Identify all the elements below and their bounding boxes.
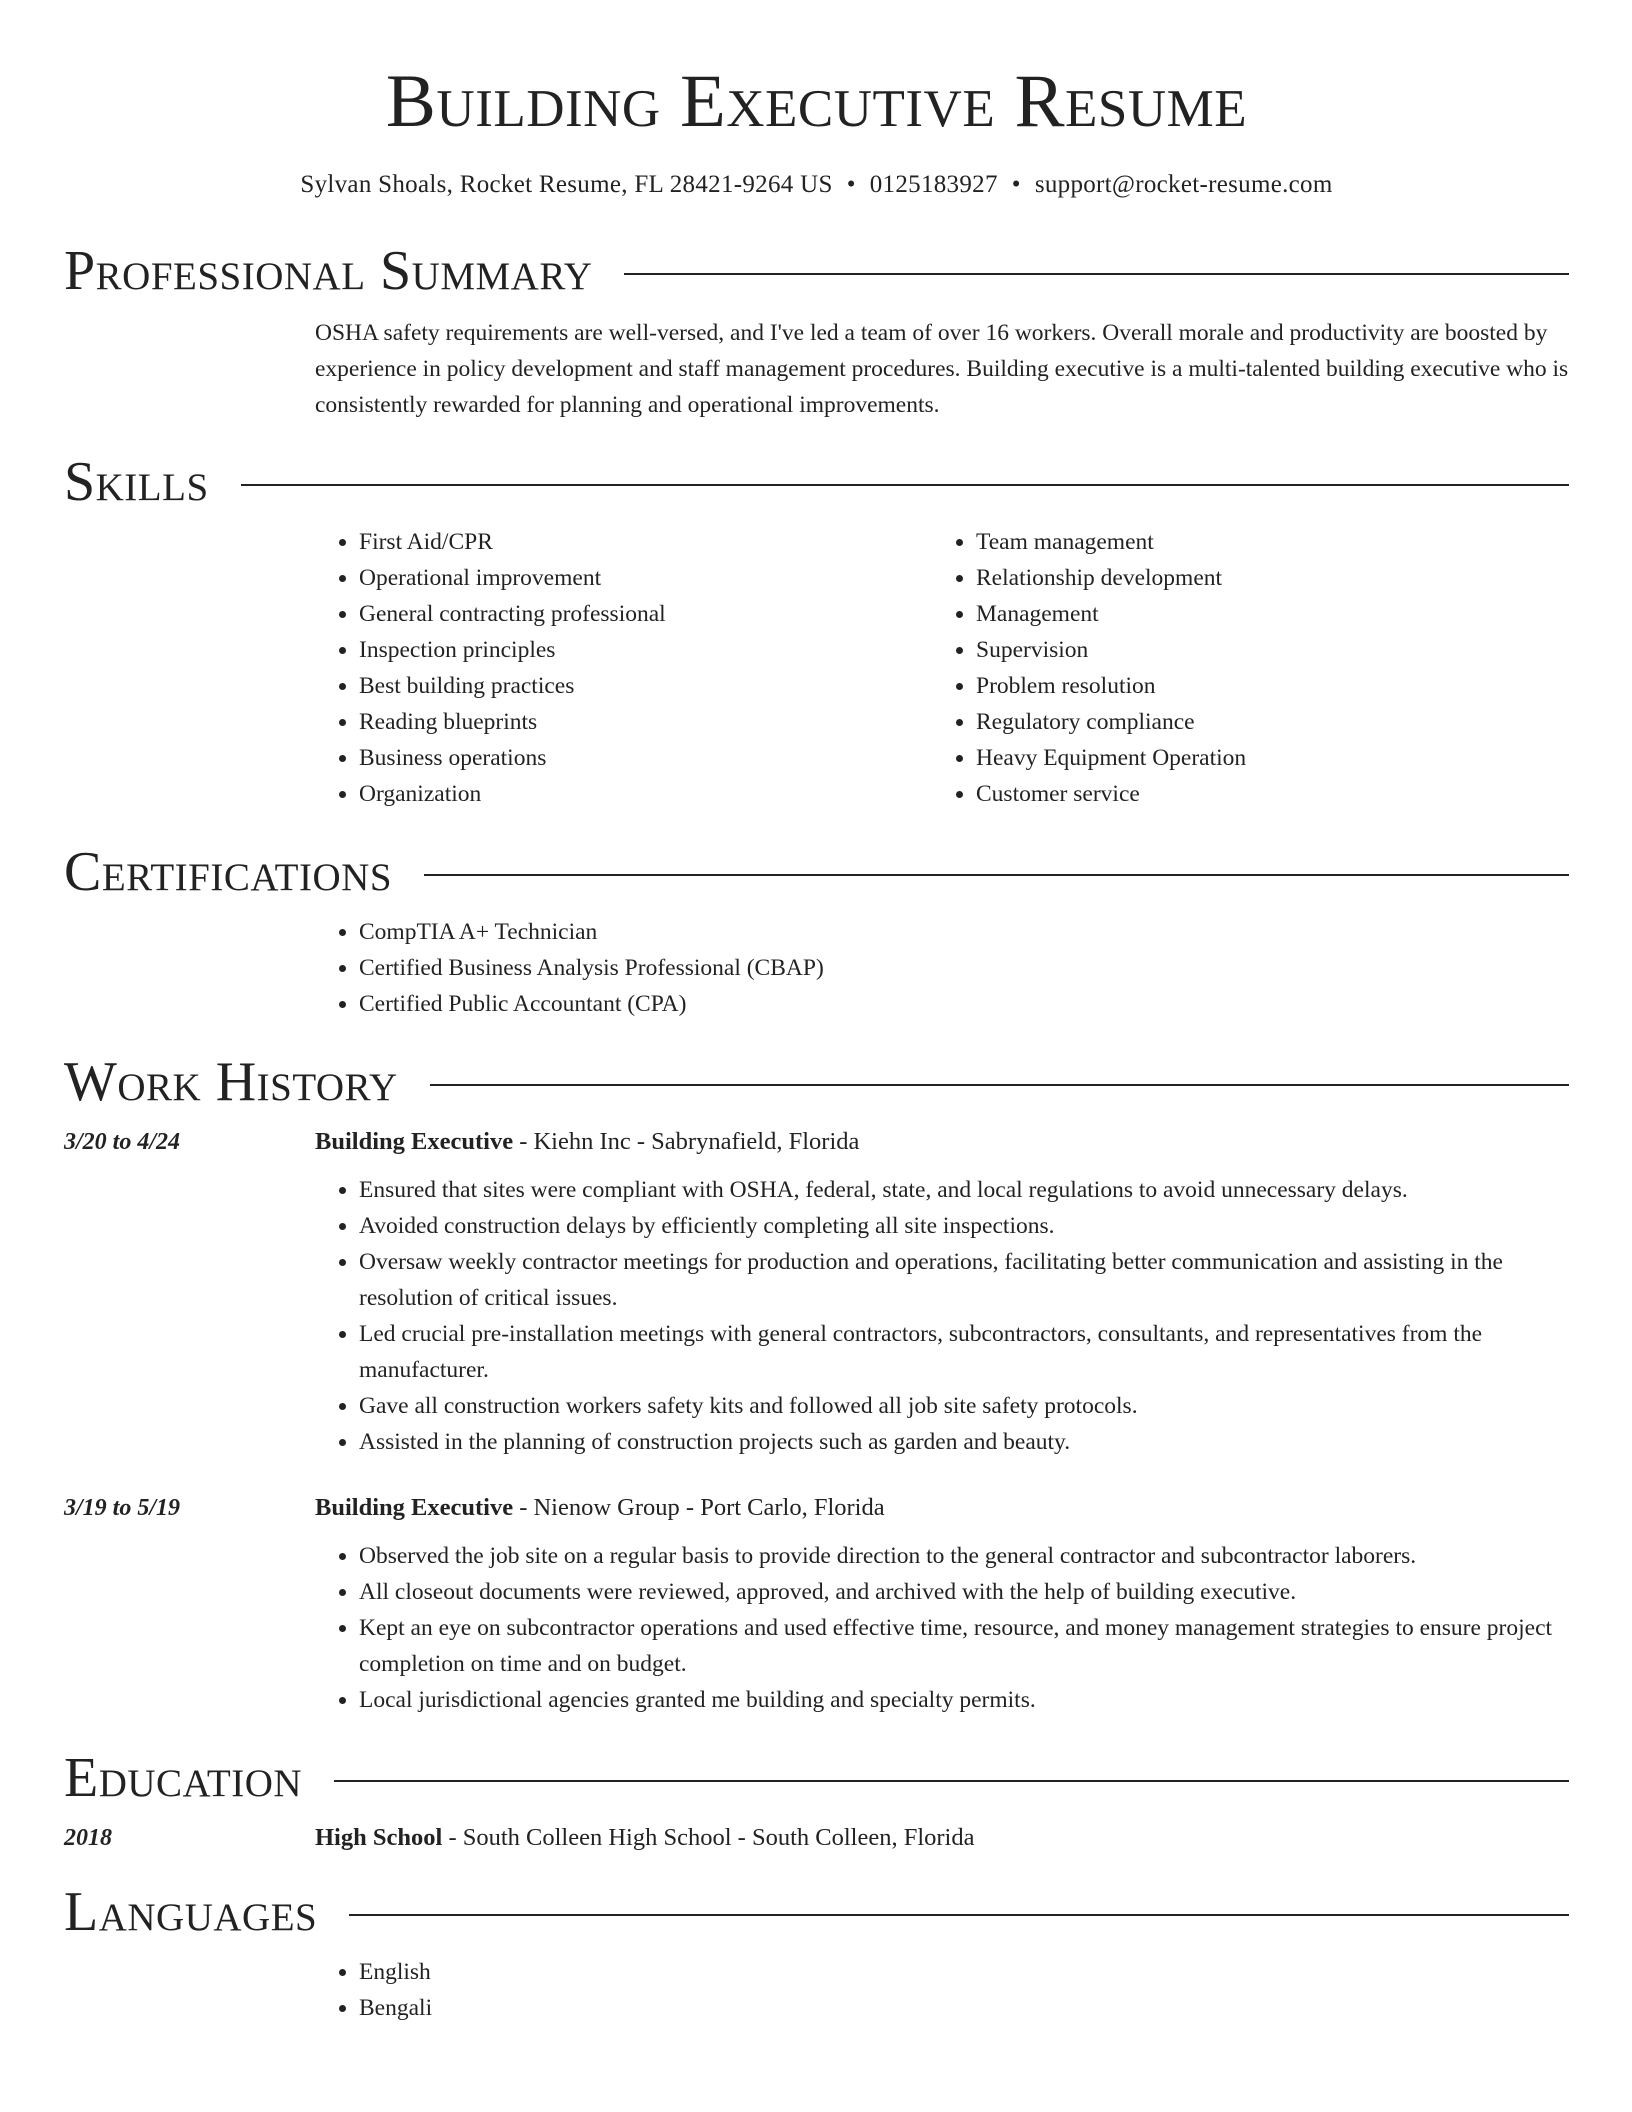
- certification-item: • Certified Business Analysis Professional (CBAP): [359, 950, 1569, 986]
- certifications-section-header: [64, 841, 1569, 903]
- certification-item: • Certified Public Accountant (CPA): [359, 986, 1569, 1022]
- contact-email: support@rocket-resume.com: [1034, 171, 1333, 198]
- education-school: - South Colleen High School - South Colleen, Florida: [442, 1824, 975, 1851]
- skill-item: • Regulatory compliance: [976, 704, 1549, 740]
- education-year: 2018: [64, 1825, 112, 1851]
- skill-item: • Management: [976, 596, 1549, 632]
- job-entry: [64, 1128, 1569, 1460]
- job-role: [315, 1128, 859, 1156]
- job-company: - Nienow Group - Port Carlo, Florida: [513, 1494, 885, 1521]
- languages-heading: Languages: [64, 1881, 318, 1943]
- job-header: [64, 1494, 1569, 1522]
- skills-right-column: [932, 524, 1549, 812]
- skill-item: • Relationship development: [976, 560, 1549, 596]
- language-item: • English: [359, 1954, 1569, 1990]
- skills-columns: [315, 524, 1569, 812]
- job-bullets: [315, 1172, 1569, 1460]
- skills-left-column: [315, 524, 932, 812]
- skill-item: • Problem resolution: [976, 668, 1549, 704]
- section-divider: [349, 1914, 1569, 1916]
- work-heading: Work History: [64, 1051, 398, 1113]
- certifications-heading: Certifications: [64, 841, 393, 903]
- skill-item: • Supervision: [976, 632, 1549, 668]
- job-bullet: • Observed the job site on a regular basis to provide direction to the general contractor and subcontractor laborers.: [359, 1538, 1569, 1574]
- education-entry: [64, 1824, 1569, 1852]
- job-bullet: • Oversaw weekly contractor meetings for production and operations, facilitating better communication and assisting in the resolution of critical issues.: [359, 1244, 1569, 1316]
- section-divider: [334, 1780, 1569, 1782]
- skill-item: • First Aid/CPR: [359, 524, 932, 560]
- language-item: • Bengali: [359, 1990, 1569, 2026]
- skill-item: • Heavy Equipment Operation: [976, 740, 1549, 776]
- section-divider: [241, 484, 1569, 486]
- job-bullet: • Ensured that sites were compliant with OSHA, federal, state, and local regulations to avoid unnecessary delays.: [359, 1172, 1569, 1208]
- skill-item: • Team management: [976, 524, 1549, 560]
- skill-item: • Reading blueprints: [359, 704, 932, 740]
- job-bullet: • Kept an eye on subcontractor operations and used effective time, resource, and money management strategies to ensure project completion on time and on budget.: [359, 1610, 1569, 1682]
- job-dates: 3/19 to 5/19: [64, 1495, 181, 1521]
- job-bullet: • All closeout documents were reviewed, approved, and archived with the help of building executive.: [359, 1574, 1569, 1610]
- job-bullet: • Led crucial pre-installation meetings with general contractors, subcontractors, consultants, and representatives from the manufacturer.: [359, 1316, 1569, 1388]
- contact-line: [64, 171, 1569, 199]
- job-dates: 3/20 to 4/24: [64, 1129, 181, 1155]
- summary-section-header: [64, 240, 1569, 302]
- education-heading: Education: [64, 1747, 303, 1809]
- section-divider: [430, 1084, 1569, 1086]
- job-bullet: • Local jurisdictional agencies granted me building and specialty permits.: [359, 1682, 1569, 1718]
- resume-title: Building Executive Resume: [385, 60, 1248, 143]
- skill-item: • Business operations: [359, 740, 932, 776]
- skills-heading: Skills: [64, 451, 209, 513]
- certification-item: • CompTIA A+ Technician: [359, 914, 1569, 950]
- education-degree: High School: [315, 1824, 443, 1851]
- contact-phone: 0125183927: [869, 171, 998, 198]
- job-bullet: • Assisted in the planning of construction projects such as garden and beauty.: [359, 1424, 1569, 1460]
- skill-item: • Inspection principles: [359, 632, 932, 668]
- job-header: [64, 1128, 1569, 1156]
- work-section-header: [64, 1051, 1569, 1113]
- contact-separator: •: [846, 171, 856, 198]
- languages-section-header: [64, 1881, 1569, 1943]
- job-role: [315, 1494, 885, 1522]
- education-section-header: [64, 1747, 1569, 1809]
- certifications-list: [315, 914, 1569, 1022]
- contact-address: Sylvan Shoals, Rocket Resume, FL 28421-9264 US: [300, 171, 833, 198]
- skills-section-header: [64, 451, 1569, 513]
- section-divider: [624, 273, 1569, 275]
- education-role: [315, 1824, 974, 1852]
- skill-item: • Best building practices: [359, 668, 932, 704]
- skill-item: • Operational improvement: [359, 560, 932, 596]
- section-divider: [424, 874, 1569, 876]
- summary-heading: Professional Summary: [64, 240, 593, 302]
- job-bullets: [315, 1538, 1569, 1718]
- job-entry: [64, 1494, 1569, 1718]
- skill-item: • General contracting professional: [359, 596, 932, 632]
- job-bullet: • Gave all construction workers safety kits and followed all job site safety protocols.: [359, 1388, 1569, 1424]
- skill-item: • Organization: [359, 776, 932, 812]
- job-title: Building Executive: [315, 1128, 514, 1155]
- job-title: Building Executive: [315, 1494, 514, 1521]
- languages-list: [315, 1954, 1569, 2026]
- job-bullet: • Avoided construction delays by efficiently completing all site inspections.: [359, 1208, 1569, 1244]
- contact-separator: •: [1011, 171, 1021, 198]
- summary-text: OSHA safety requirements are well-versed, and I've led a team of over 16 workers. Overall morale and productivity are boosted by experience in policy development and staff management procedures. Building executive is a multi-talented building executive who is consistently rewarded for planning and operational improvements.: [315, 320, 1569, 418]
- job-company: - Kiehn Inc - Sabrynafield, Florida: [513, 1128, 860, 1155]
- skill-item: • Customer service: [976, 776, 1549, 812]
